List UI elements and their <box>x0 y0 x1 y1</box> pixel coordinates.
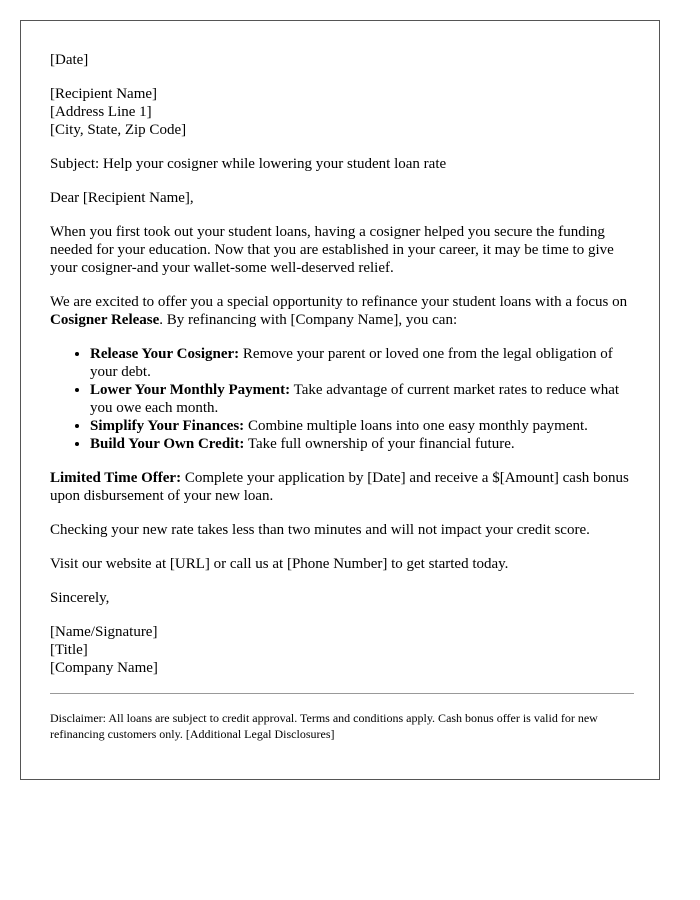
signature-block <box>50 623 634 677</box>
offer-intro-paragraph <box>50 293 634 329</box>
signature-title: [Title] <box>50 642 88 658</box>
cosigner-release-emphasis: Cosigner Release <box>50 312 160 328</box>
recipient-name: [Recipient Name] <box>50 86 158 102</box>
limited-offer-title: Limited Time Offer: <box>50 470 182 486</box>
signature-name: [Name/Signature] <box>50 624 158 640</box>
benefit-text: Remove your parent or loved one from the legal obligation of your debt. <box>90 346 613 380</box>
limited-offer-paragraph <box>50 469 634 505</box>
recipient-address <box>50 85 634 139</box>
disclaimer: Disclaimer: All loans are subject to credit approval. Terms and conditions apply. Cash bonus offer is valid for new refinancing customers only. [Additional Legal Disclosures] <box>50 711 598 741</box>
divider <box>50 693 634 694</box>
subject-line: Subject: Help your cosigner while lowering your student loan rate <box>50 156 447 172</box>
list-item <box>90 345 634 381</box>
closing: Sincerely, <box>50 590 110 606</box>
letter-content <box>50 51 634 742</box>
greeting: Dear [Recipient Name], <box>50 190 194 206</box>
intro-paragraph: When you first took out your student loans, having a cosigner helped you secure the funding needed for your education. Now that you are established in your career, it may be time to give your cosigner-and your wallet-some well-deserved relief. <box>50 224 614 276</box>
rate-check-paragraph: Checking your new rate takes less than two minutes and will not impact your credit score. <box>50 522 590 538</box>
list-item <box>90 417 634 435</box>
address-line-1: [Address Line 1] <box>50 104 152 120</box>
contact-paragraph: Visit our website at [URL] or call us at [Phone Number] to get started today. <box>50 556 509 572</box>
benefits-list <box>50 345 634 453</box>
benefit-title: Simplify Your Finances: <box>90 418 245 434</box>
list-item <box>90 435 634 453</box>
benefit-title: Lower Your Monthly Payment: <box>90 382 291 398</box>
signature-company: [Company Name] <box>50 660 158 676</box>
benefit-text: Combine multiple loans into one easy monthly payment. <box>244 418 588 434</box>
offer-intro-text: We are excited to offer you a special opportunity to refinance your student loans with a focus on <box>50 294 628 310</box>
benefit-text: Take full ownership of your financial future. <box>244 436 515 452</box>
city-state-zip: [City, State, Zip Code] <box>50 122 187 138</box>
benefit-title: Release Your Cosigner: <box>90 346 240 362</box>
letter-date: [Date] <box>50 52 89 68</box>
offer-intro-text-end: . By refinancing with [Company Name], you can: <box>159 312 458 328</box>
limited-offer-text: Complete your application by [Date] and receive a $[Amount] cash bonus upon disbursement of your new loan. <box>50 470 629 504</box>
benefit-text: Take advantage of current market rates to reduce what you owe each month. <box>90 382 620 416</box>
letter-page <box>20 20 660 780</box>
benefit-title: Build Your Own Credit: <box>90 436 245 452</box>
list-item <box>90 381 634 417</box>
date-block <box>50 51 634 69</box>
